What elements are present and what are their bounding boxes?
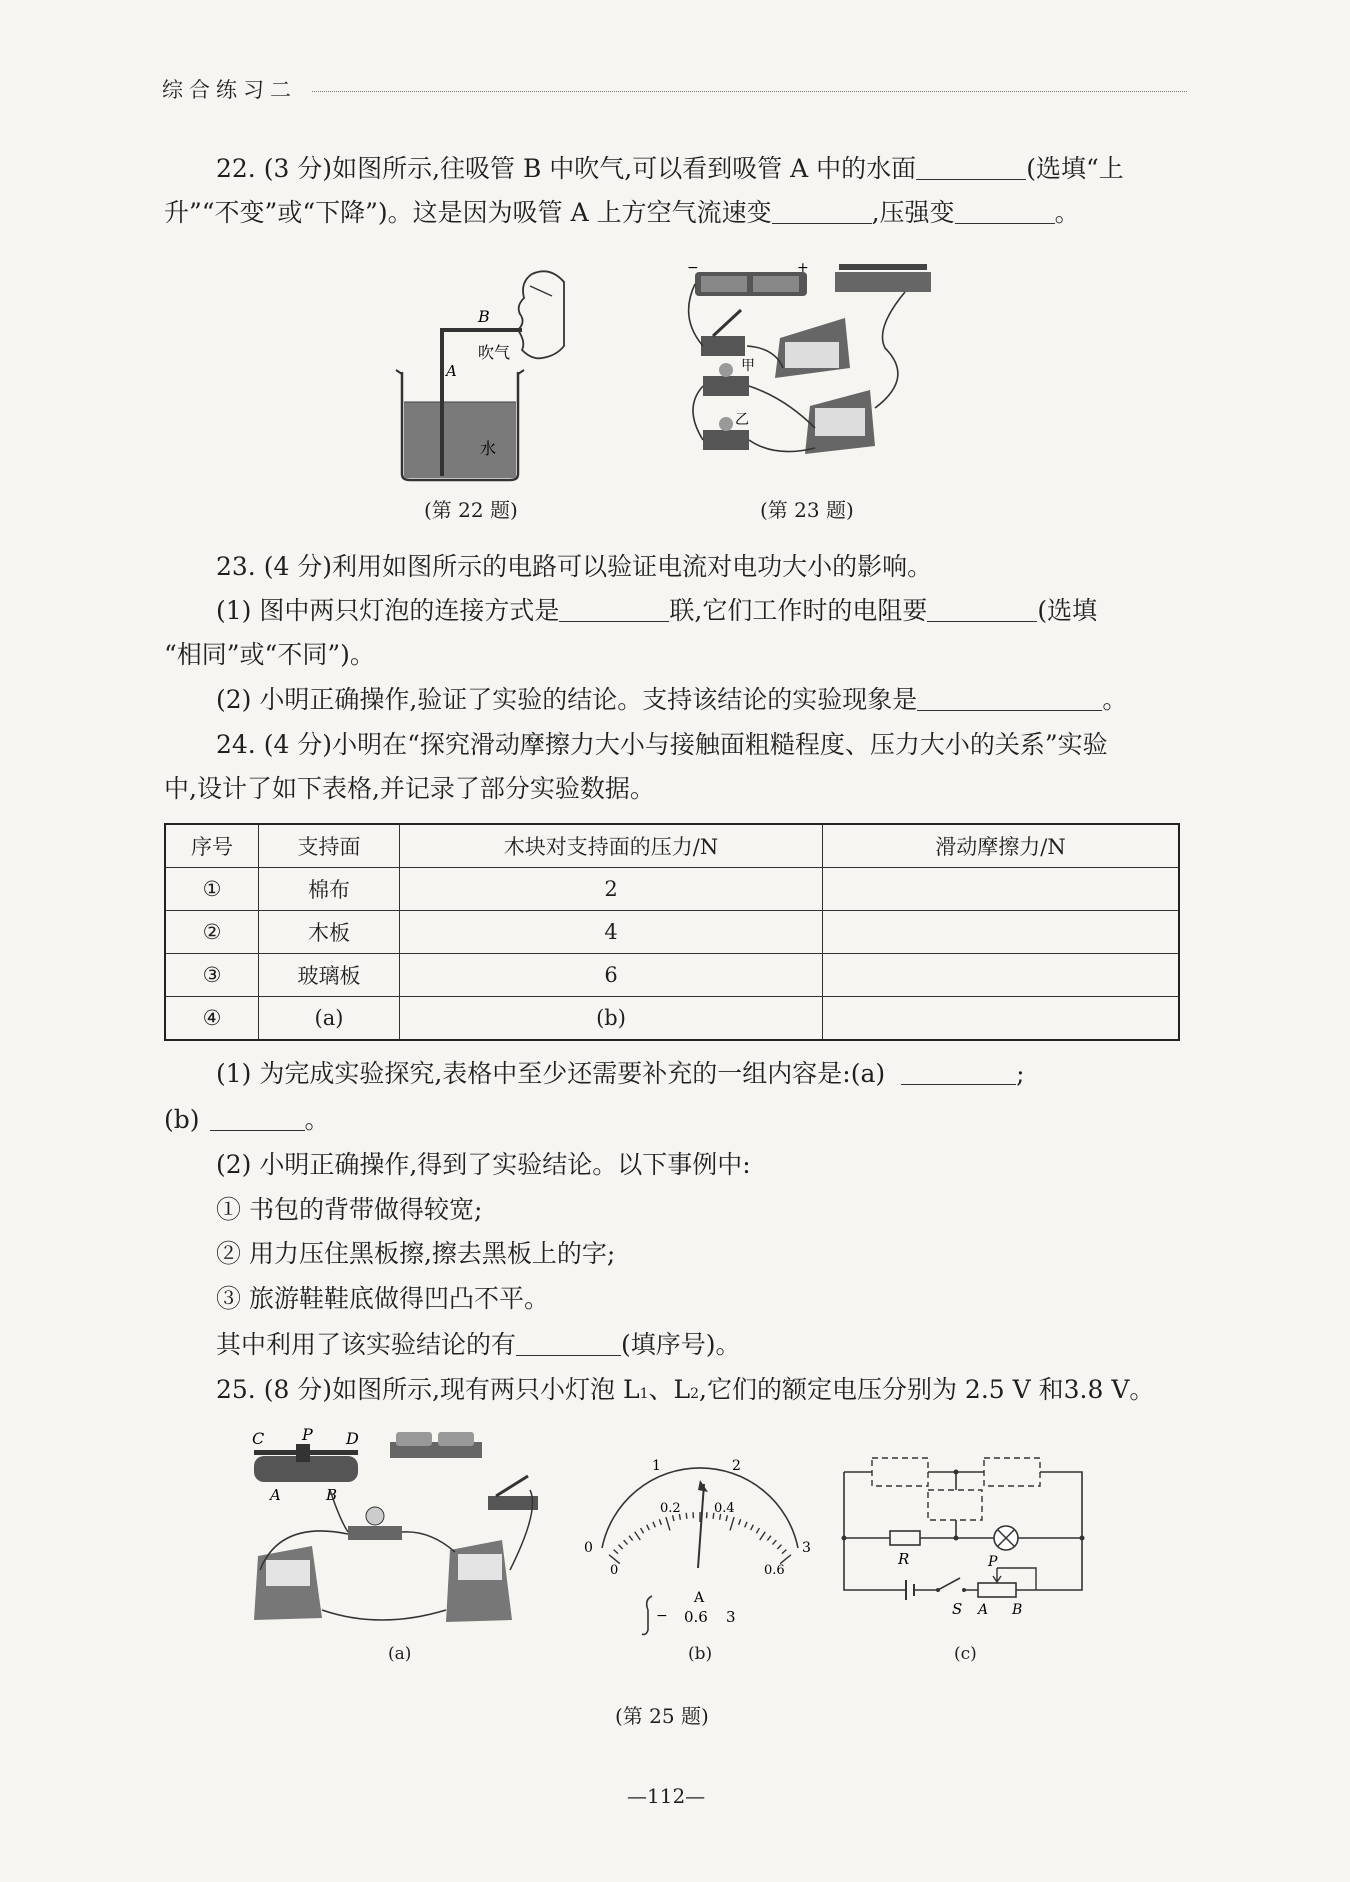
dial-tick bbox=[726, 1515, 727, 1521]
table-header-cell: 支持面 bbox=[259, 824, 400, 868]
fig22-label-blow: 吹气 bbox=[478, 343, 511, 362]
q24-p3 bbox=[216, 1328, 741, 1362]
fig25a-label-c: C bbox=[252, 1429, 265, 1448]
fig23-circuit bbox=[675, 258, 955, 478]
q24-example-2: ② 用力压住黑板擦,擦去黑板上的字; bbox=[216, 1239, 616, 1268]
fig25b-terminal-minus: − bbox=[656, 1608, 668, 1624]
dial-tick bbox=[777, 1545, 781, 1549]
table-row bbox=[165, 954, 1179, 997]
q23-text4: (2) 小明正确操作,验证了实验的结论。支持该结论的实验现象是 bbox=[216, 685, 918, 714]
q25-sep: 、L bbox=[648, 1375, 691, 1404]
dial-tick bbox=[614, 1550, 618, 1554]
fig25a-label-b: B bbox=[326, 1486, 338, 1504]
q23-line1: 23. (4 分)利用如图所示的电路可以验证电流对电功大小的影响。 bbox=[216, 552, 933, 581]
fig25b-tick-bottom-0: 0 bbox=[610, 1563, 619, 1578]
dial-tick bbox=[641, 1528, 644, 1533]
dial-tick bbox=[635, 1532, 641, 1540]
fig23-label-jia: 甲 bbox=[741, 358, 755, 374]
fig25b-tick-top-3: 3 bbox=[802, 1540, 811, 1556]
fig25b-tick-top-0: 0 bbox=[584, 1540, 593, 1556]
table-cell: ① bbox=[165, 868, 259, 911]
q24-p2: (2) 小明正确操作,得到了实验结论。以下事例中: bbox=[216, 1150, 751, 1179]
table-row bbox=[165, 911, 1179, 954]
dial-tick bbox=[686, 1513, 687, 1519]
table-row bbox=[165, 868, 1179, 911]
table-cell-empty[interactable] bbox=[823, 997, 1180, 1041]
fig25b-terminal-06: 0.6 bbox=[684, 1608, 708, 1626]
q24-example-3: ③ 旅游鞋鞋底做得凹凸不平。 bbox=[216, 1284, 549, 1313]
table-cell: 6 bbox=[400, 954, 823, 997]
q23-text4-end: 。 bbox=[1102, 685, 1128, 714]
fig25b-tick-bottom-3: 0.6 bbox=[764, 1563, 785, 1578]
q25-sub1: 1 bbox=[639, 1386, 649, 1402]
dial-tick bbox=[782, 1550, 786, 1554]
fig23-minus: − bbox=[687, 260, 699, 276]
q22-text2-end: 。 bbox=[1054, 198, 1080, 227]
fig25c-label-s: S bbox=[952, 1600, 963, 1618]
q24-blank-b[interactable] bbox=[210, 1106, 305, 1131]
fig25c-circuit-diagram bbox=[838, 1450, 1094, 1620]
q22-blank3[interactable] bbox=[955, 199, 1055, 224]
q22-text1-end: (选填“上 bbox=[1026, 154, 1124, 183]
table-cell: ④ bbox=[165, 997, 259, 1041]
fig22-beaker-straw bbox=[380, 262, 600, 488]
fig25c-rheostat bbox=[978, 1583, 1016, 1597]
table-cell: 玻璃板 bbox=[259, 954, 400, 997]
fig25b-ammeter-dial bbox=[580, 1440, 820, 1640]
q24-p1b-text: (b) bbox=[164, 1105, 200, 1134]
q25-text1-end: ,它们的额定电压分别为 2.5 V 和3.8 V。 bbox=[699, 1375, 1155, 1404]
fig25c-dashed-box-2 bbox=[984, 1458, 1040, 1486]
fig25-caption: (第 25 题) bbox=[615, 1704, 709, 1728]
q25-line1 bbox=[216, 1373, 1154, 1411]
dial-tick bbox=[767, 1536, 771, 1541]
table-cell: 2 bbox=[400, 868, 823, 911]
fig25a-caption: (a) bbox=[388, 1644, 412, 1664]
fig25a-switch bbox=[488, 1496, 538, 1510]
fig25b-wire bbox=[642, 1596, 652, 1635]
fig23-bulb-yi bbox=[703, 430, 749, 450]
dial-tick bbox=[629, 1536, 633, 1541]
dial-tick bbox=[624, 1540, 628, 1545]
fig23-caption: (第 23 题) bbox=[760, 498, 854, 522]
q23-text2: (1) 图中两只灯泡的连接方式是 bbox=[216, 596, 560, 625]
table-cell-empty[interactable] bbox=[823, 911, 1180, 954]
fig23-rheostat bbox=[835, 272, 931, 292]
dial-tick bbox=[647, 1525, 650, 1530]
fig25c-switch bbox=[914, 1578, 978, 1590]
q23-line4 bbox=[216, 683, 1127, 717]
q24-p1b-end: 。 bbox=[304, 1105, 330, 1134]
fig22-label-water: 水 bbox=[480, 439, 497, 458]
q23-text2-end: (选填 bbox=[1037, 596, 1098, 625]
fig25c-label-a: A bbox=[978, 1602, 989, 1618]
fig25a-apparatus bbox=[240, 1420, 560, 1640]
q23-text2-mid: 联,它们工作时的电阻要 bbox=[669, 596, 928, 625]
fig22-face bbox=[518, 271, 564, 358]
table-cell: (b) bbox=[400, 997, 823, 1041]
fig25b-unit: A bbox=[694, 1590, 705, 1606]
q24-table bbox=[164, 823, 1180, 1041]
fig25a-bulb bbox=[348, 1526, 402, 1540]
q24-p1-text: (1) 为完成实验探究,表格中至少还需要补充的一组内容是:(a) bbox=[216, 1059, 886, 1088]
dial-tick bbox=[730, 1517, 734, 1530]
fig23-plus: + bbox=[797, 260, 809, 276]
fig25a-label-p: P bbox=[302, 1425, 313, 1444]
table-header-cell: 序号 bbox=[165, 824, 259, 868]
table-header-row bbox=[165, 824, 1179, 868]
dial-tick bbox=[673, 1515, 674, 1521]
fig25b-tick-bottom-1: 0.2 bbox=[660, 1501, 681, 1516]
q23-blank3[interactable] bbox=[917, 686, 1102, 711]
fig25c-label-b: B bbox=[1012, 1602, 1023, 1618]
q24-example-1: ① 书包的背带做得较宽; bbox=[216, 1195, 483, 1224]
fig25c-dashed-box-1 bbox=[872, 1458, 928, 1486]
dial-tick bbox=[653, 1522, 655, 1528]
table-header-cell: 木块对支持面的压力/N bbox=[400, 824, 823, 868]
fig25b-caption: (b) bbox=[688, 1644, 713, 1664]
q24-p3-text: 其中利用了该实验结论的有 bbox=[216, 1330, 517, 1359]
q22-text1: 22. (3 分)如图所示,往吸管 B 中吹气,可以看到吸管 A 中的水面 bbox=[216, 154, 917, 183]
fig23-label-yi: 乙 bbox=[735, 412, 749, 428]
fig25b-needle bbox=[698, 1484, 704, 1568]
table-header-cell: 滑动摩擦力/N bbox=[823, 824, 1180, 868]
dial-tick bbox=[745, 1522, 747, 1528]
fig25a-label-d: D bbox=[346, 1429, 359, 1448]
table-cell: ③ bbox=[165, 954, 259, 997]
q22-blank1[interactable] bbox=[916, 155, 1026, 180]
fig25b-tick-top-2: 2 bbox=[732, 1458, 741, 1474]
q23-blank2[interactable] bbox=[927, 597, 1037, 622]
fig25a-label-a: A bbox=[270, 1486, 281, 1504]
table-cell: 4 bbox=[400, 911, 823, 954]
q22-line2 bbox=[164, 196, 1080, 230]
fig25b-terminal-3: 3 bbox=[726, 1608, 736, 1626]
table-cell: 木板 bbox=[259, 911, 400, 954]
q22-line1 bbox=[216, 152, 1124, 186]
fig25c-resistor-r bbox=[890, 1531, 920, 1545]
header-title: 综合练习二 bbox=[162, 78, 297, 102]
dial-tick bbox=[666, 1517, 670, 1530]
table-cell: 棉布 bbox=[259, 868, 400, 911]
dial-tick bbox=[659, 1519, 661, 1525]
q22-text2-mid: ,压强变 bbox=[871, 198, 955, 227]
table-cell: ② bbox=[165, 911, 259, 954]
dial-tick bbox=[619, 1545, 623, 1549]
fig25c-dashed-box-3 bbox=[928, 1490, 982, 1520]
q24-blank-c[interactable] bbox=[516, 1331, 621, 1356]
fig25c-label-p: P bbox=[988, 1554, 998, 1570]
fig25c-label-r: R bbox=[898, 1550, 910, 1568]
header-rule bbox=[312, 91, 1187, 92]
fig23-switch bbox=[701, 336, 745, 356]
fig22-label-a: A bbox=[446, 362, 457, 380]
fig22-water bbox=[404, 402, 516, 478]
q25-text1: 25. (8 分)如图所示,现有两只小灯泡 L bbox=[216, 1375, 640, 1404]
q24-line1: 24. (4 分)小明在“探究滑动摩擦力大小与接触面粗糙程度、压力大小的关系”实验 bbox=[216, 730, 1108, 759]
fig25b-tick-top-1: 1 bbox=[652, 1458, 661, 1474]
q23-line2 bbox=[216, 594, 1097, 628]
q25-sub2: 2 bbox=[690, 1386, 700, 1402]
table-row bbox=[165, 997, 1179, 1041]
q24-blank-a[interactable] bbox=[901, 1060, 1016, 1085]
table-cell-empty[interactable] bbox=[823, 954, 1180, 997]
dial-tick bbox=[772, 1540, 776, 1545]
fig22-label-b: B bbox=[478, 307, 490, 326]
fig25a-ammeter bbox=[446, 1540, 512, 1622]
q23-blank1[interactable] bbox=[559, 597, 669, 622]
dial-tick bbox=[756, 1528, 759, 1533]
table-cell: (a) bbox=[259, 997, 400, 1041]
dial-tick bbox=[760, 1532, 766, 1540]
q24-p3-end: (填序号)。 bbox=[621, 1330, 741, 1359]
dial-tick bbox=[739, 1519, 741, 1525]
dial-tick bbox=[751, 1525, 754, 1530]
q22-blank2[interactable] bbox=[772, 199, 872, 224]
fig23-bulb-jia bbox=[703, 376, 749, 396]
q24-p1b bbox=[164, 1103, 330, 1137]
fig25c-battery bbox=[906, 1580, 914, 1600]
q24-line2: 中,设计了如下表格,并记录了部分实验数据。 bbox=[164, 774, 655, 803]
q24-p1-end: ; bbox=[1016, 1059, 1025, 1088]
q24-p1 bbox=[216, 1057, 1025, 1091]
page-number: —112— bbox=[627, 1784, 706, 1808]
q23-line3: “相同”或“不同”)。 bbox=[164, 640, 375, 669]
fig25c-caption: (c) bbox=[954, 1644, 977, 1664]
table-cell-empty[interactable] bbox=[823, 868, 1180, 911]
fig25b-tick-bottom-2: 0.4 bbox=[714, 1501, 735, 1516]
fig22-caption: (第 22 题) bbox=[424, 498, 518, 522]
q22-text2: 升”“不变”或“下降”)。这是因为吸管 A 上方空气流速变 bbox=[164, 198, 772, 227]
